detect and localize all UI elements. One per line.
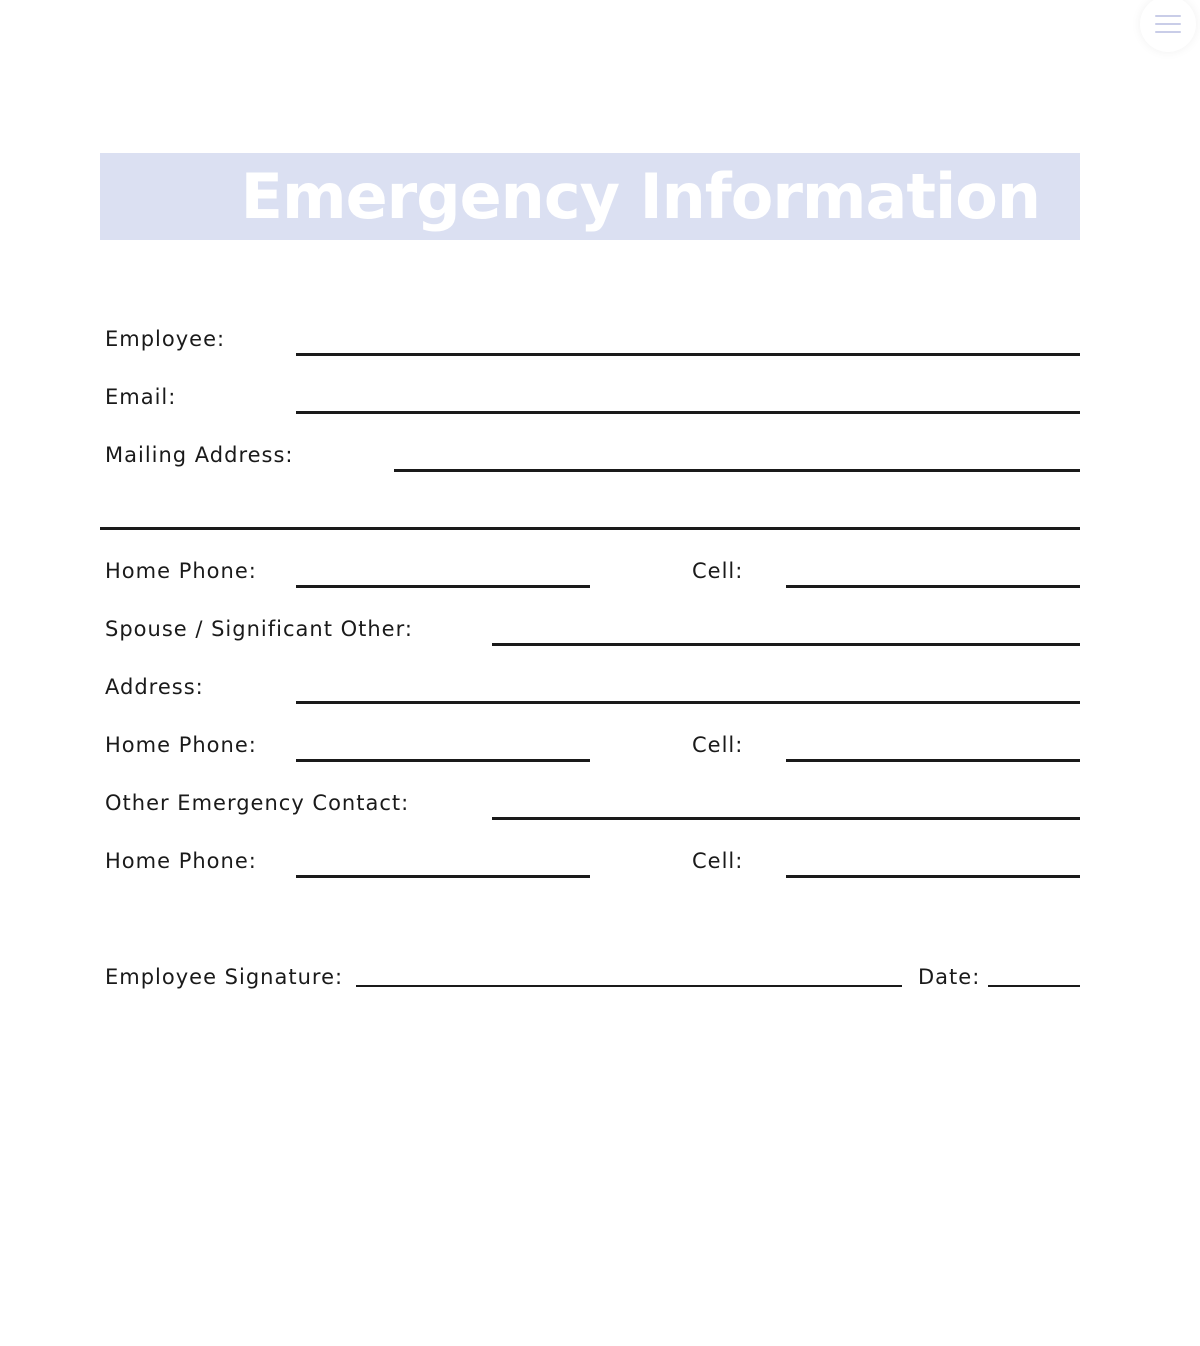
page-title: Emergency Information xyxy=(240,160,1040,233)
spouse-field[interactable] xyxy=(492,643,1080,646)
date-label: Date: xyxy=(918,965,981,989)
email-label: Email: xyxy=(105,385,177,409)
title-banner xyxy=(100,153,1080,240)
address-label: Address: xyxy=(105,675,204,699)
address-field[interactable] xyxy=(296,701,1080,704)
employee-label: Employee: xyxy=(105,327,226,351)
spouse-cell-label: Cell: xyxy=(692,733,744,757)
cell-field[interactable] xyxy=(786,585,1080,588)
menu-button[interactable] xyxy=(1140,0,1196,52)
spouse-cell-field[interactable] xyxy=(786,759,1080,762)
mailing-address-label: Mailing Address: xyxy=(105,443,294,467)
other-contact-label: Other Emergency Contact: xyxy=(105,791,410,815)
spouse-home-phone-field[interactable] xyxy=(296,759,590,762)
other-cell-field[interactable] xyxy=(786,875,1080,878)
hamburger-menu-icon-bar xyxy=(1155,31,1181,33)
spouse-home-phone-label: Home Phone: xyxy=(105,733,257,757)
cell-label: Cell: xyxy=(692,559,744,583)
other-contact-field[interactable] xyxy=(492,817,1080,820)
date-field[interactable] xyxy=(988,985,1080,987)
employee-field[interactable] xyxy=(296,353,1080,356)
mailing-address-field[interactable] xyxy=(394,469,1080,472)
hamburger-menu-icon xyxy=(1155,15,1181,17)
mailing-address-field-line-2[interactable] xyxy=(100,527,1080,530)
hamburger-menu-icon-bar xyxy=(1155,23,1181,25)
signature-field[interactable] xyxy=(356,985,902,987)
email-field[interactable] xyxy=(296,411,1080,414)
signature-label: Employee Signature: xyxy=(105,965,344,989)
other-cell-label: Cell: xyxy=(692,849,744,873)
other-home-phone-field[interactable] xyxy=(296,875,590,878)
other-home-phone-label: Home Phone: xyxy=(105,849,257,873)
home-phone-label: Home Phone: xyxy=(105,559,257,583)
spouse-label: Spouse / Significant Other: xyxy=(105,617,413,641)
home-phone-field[interactable] xyxy=(296,585,590,588)
